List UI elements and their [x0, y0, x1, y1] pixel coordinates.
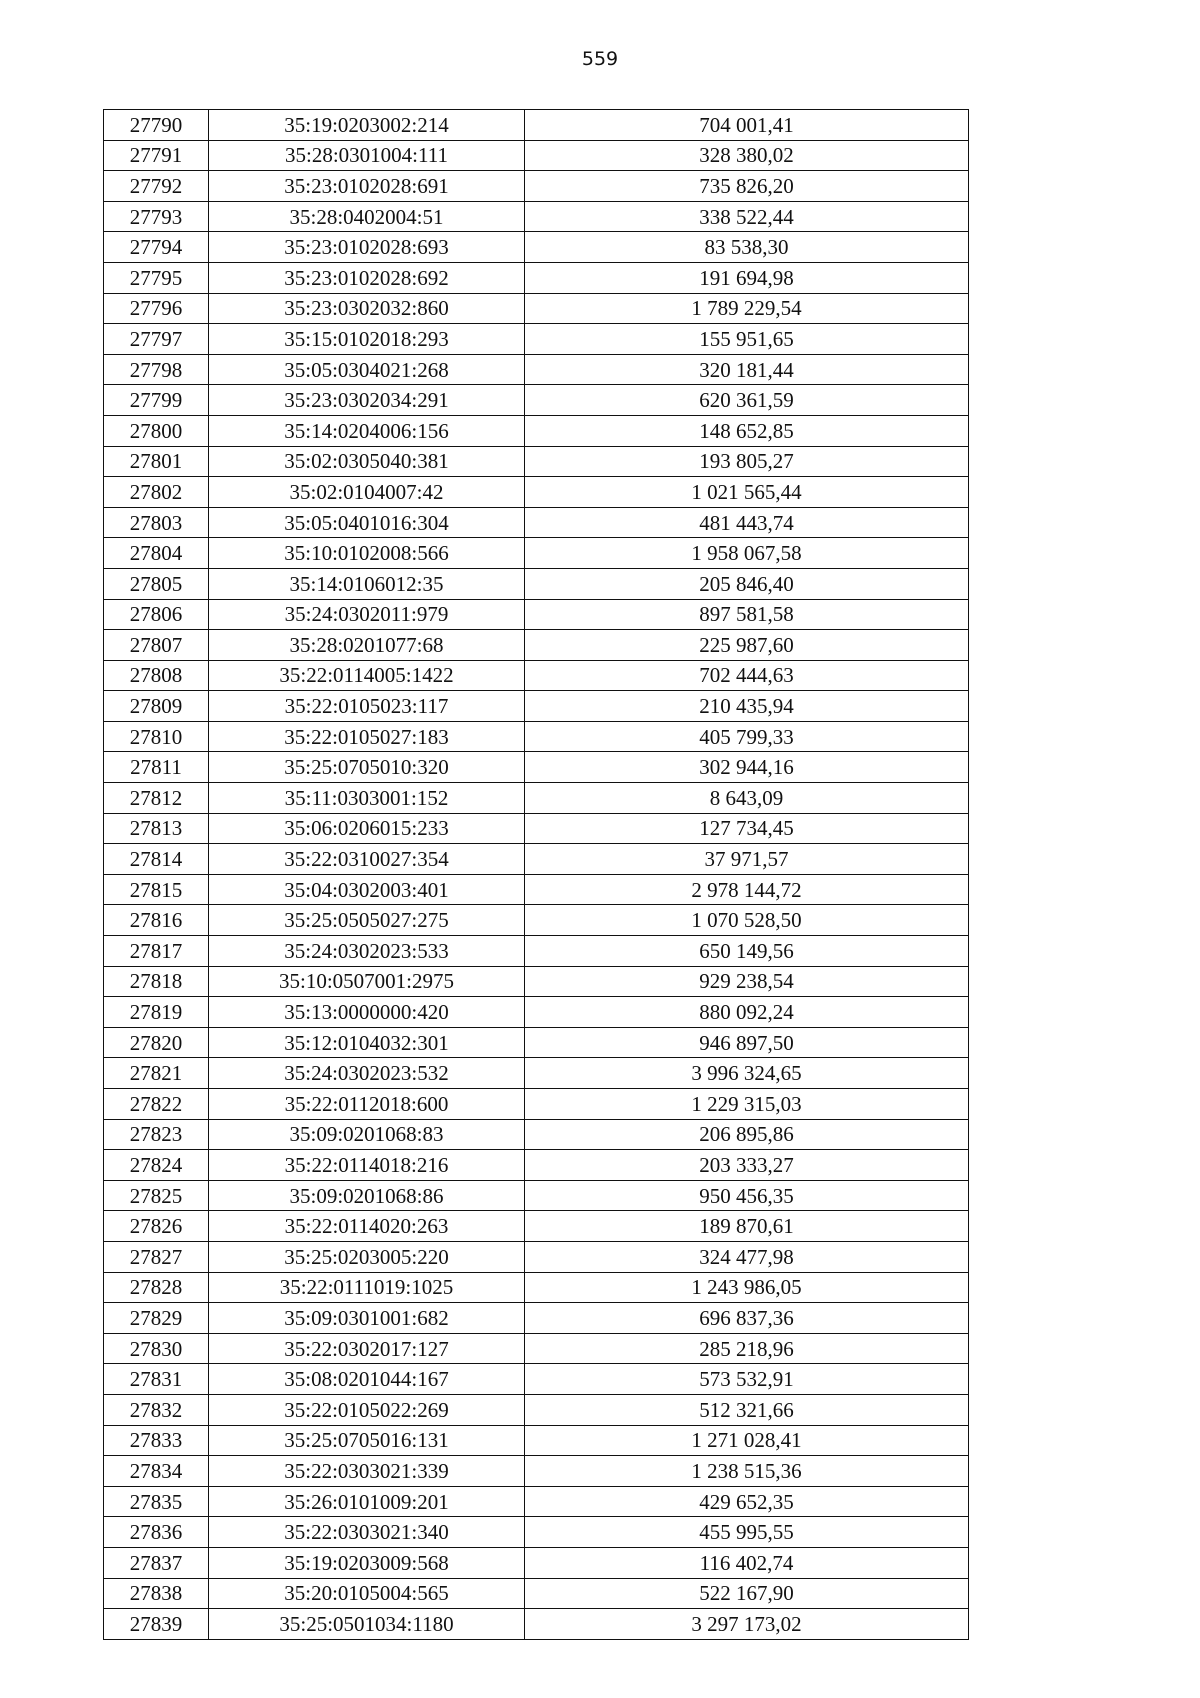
cadastral-value-cell: 324 477,98: [525, 1241, 969, 1272]
cadastral-number-cell: 35:23:0102028:693: [209, 232, 525, 263]
row-number-cell: 27801: [104, 446, 209, 477]
cadastral-number-cell: 35:22:0114018:216: [209, 1150, 525, 1181]
table-row: [104, 1425, 969, 1456]
row-number-cell: 27837: [104, 1547, 209, 1578]
cadastral-number-cell: 35:25:0505027:275: [209, 905, 525, 936]
row-number-cell: 27797: [104, 324, 209, 355]
table-row: [104, 966, 969, 997]
table-row: [104, 110, 969, 141]
cadastral-value-cell: 512 321,66: [525, 1394, 969, 1425]
row-number-cell: 27826: [104, 1211, 209, 1242]
cadastral-value-cell: 946 897,50: [525, 1027, 969, 1058]
cadastral-number-cell: 35:15:0102018:293: [209, 324, 525, 355]
cadastral-number-cell: 35:24:0302023:532: [209, 1058, 525, 1089]
table-row: [104, 1517, 969, 1548]
table-row: [104, 813, 969, 844]
table-row: [104, 1027, 969, 1058]
table-row: [104, 1150, 969, 1181]
table-row: [104, 201, 969, 232]
cadastral-value-cell: 455 995,55: [525, 1517, 969, 1548]
row-number-cell: 27830: [104, 1333, 209, 1364]
cadastral-value-cell: 320 181,44: [525, 354, 969, 385]
row-number-cell: 27838: [104, 1578, 209, 1609]
cadastral-number-cell: 35:22:0111019:1025: [209, 1272, 525, 1303]
row-number-cell: 27822: [104, 1089, 209, 1120]
cadastral-value-cell: 2 978 144,72: [525, 874, 969, 905]
row-number-cell: 27798: [104, 354, 209, 385]
row-number-cell: 27833: [104, 1425, 209, 1456]
cadastral-number-cell: 35:22:0303021:339: [209, 1456, 525, 1487]
table-row: [104, 262, 969, 293]
row-number-cell: 27794: [104, 232, 209, 263]
cadastral-value-cell: 189 870,61: [525, 1211, 969, 1242]
cadastral-value-cell: 696 837,36: [525, 1303, 969, 1334]
table-row: [104, 507, 969, 538]
cadastral-value-cell: 3 996 324,65: [525, 1058, 969, 1089]
row-number-cell: 27811: [104, 752, 209, 783]
cadastral-number-cell: 35:25:0203005:220: [209, 1241, 525, 1272]
cadastral-value-cell: 405 799,33: [525, 721, 969, 752]
cadastral-value-cell: 8 643,09: [525, 783, 969, 814]
row-number-cell: 27834: [104, 1456, 209, 1487]
row-number-cell: 27821: [104, 1058, 209, 1089]
cadastral-number-cell: 35:09:0201068:83: [209, 1119, 525, 1150]
row-number-cell: 27803: [104, 507, 209, 538]
cadastral-number-cell: 35:20:0105004:565: [209, 1578, 525, 1609]
cadastral-number-cell: 35:22:0114005:1422: [209, 660, 525, 691]
cadastral-number-cell: 35:25:0705010:320: [209, 752, 525, 783]
cadastral-number-cell: 35:10:0507001:2975: [209, 966, 525, 997]
row-number-cell: 27810: [104, 721, 209, 752]
table-row: [104, 936, 969, 967]
table-row: [104, 1180, 969, 1211]
cadastral-value-cell: 897 581,58: [525, 599, 969, 630]
row-number-cell: 27839: [104, 1609, 209, 1640]
row-number-cell: 27805: [104, 568, 209, 599]
cadastral-value-cell: 950 456,35: [525, 1180, 969, 1211]
table-row: [104, 905, 969, 936]
table-row: [104, 1394, 969, 1425]
table-row: [104, 1364, 969, 1395]
cadastral-number-cell: 35:28:0402004:51: [209, 201, 525, 232]
table-row: [104, 874, 969, 905]
cadastral-number-cell: 35:22:0310027:354: [209, 844, 525, 875]
cadastral-value-cell: 338 522,44: [525, 201, 969, 232]
cadastral-number-cell: 35:24:0302011:979: [209, 599, 525, 630]
cadastral-number-cell: 35:23:0102028:691: [209, 171, 525, 202]
table-row: [104, 1119, 969, 1150]
cadastral-value-cell: 127 734,45: [525, 813, 969, 844]
cadastral-value-cell: 1 238 515,36: [525, 1456, 969, 1487]
table-row: [104, 538, 969, 569]
cadastral-value-cell: 328 380,02: [525, 140, 969, 171]
cadastral-value-cell: 285 218,96: [525, 1333, 969, 1364]
row-number-cell: 27831: [104, 1364, 209, 1395]
table-row: [104, 997, 969, 1028]
row-number-cell: 27812: [104, 783, 209, 814]
table-row: [104, 721, 969, 752]
table-row: [104, 293, 969, 324]
row-number-cell: 27796: [104, 293, 209, 324]
cadastral-number-cell: 35:22:0105027:183: [209, 721, 525, 752]
cadastral-number-cell: 35:08:0201044:167: [209, 1364, 525, 1395]
table-row: [104, 660, 969, 691]
cadastral-value-cell: 481 443,74: [525, 507, 969, 538]
cadastral-number-cell: 35:13:0000000:420: [209, 997, 525, 1028]
cadastral-number-cell: 35:23:0102028:692: [209, 262, 525, 293]
cadastral-number-cell: 35:22:0302017:127: [209, 1333, 525, 1364]
row-number-cell: 27790: [104, 110, 209, 141]
cadastral-number-cell: 35:22:0112018:600: [209, 1089, 525, 1120]
cadastral-value-cell: 116 402,74: [525, 1547, 969, 1578]
table-row: [104, 1547, 969, 1578]
table-row: [104, 1333, 969, 1364]
table-row: [104, 477, 969, 508]
table-row: [104, 1456, 969, 1487]
row-number-cell: 27823: [104, 1119, 209, 1150]
table-row: [104, 1578, 969, 1609]
cadastral-number-cell: 35:26:0101009:201: [209, 1486, 525, 1517]
cadastral-value-cell: 929 238,54: [525, 966, 969, 997]
table-row: [104, 691, 969, 722]
cadastral-number-cell: 35:19:0203009:568: [209, 1547, 525, 1578]
cadastral-number-cell: 35:28:0301004:111: [209, 140, 525, 171]
table-row: [104, 1058, 969, 1089]
cadastral-value-cell: 193 805,27: [525, 446, 969, 477]
table-row: [104, 752, 969, 783]
row-number-cell: 27816: [104, 905, 209, 936]
table-row: [104, 599, 969, 630]
cadastral-number-cell: 35:11:0303001:152: [209, 783, 525, 814]
row-number-cell: 27804: [104, 538, 209, 569]
row-number-cell: 27807: [104, 630, 209, 661]
cadastral-number-cell: 35:23:0302034:291: [209, 385, 525, 416]
table-row: [104, 568, 969, 599]
cadastral-value-cell: 191 694,98: [525, 262, 969, 293]
table-row: [104, 1486, 969, 1517]
cadastral-value-cell: 522 167,90: [525, 1578, 969, 1609]
row-number-cell: 27828: [104, 1272, 209, 1303]
table-row: [104, 171, 969, 202]
cadastral-value-cell: 155 951,65: [525, 324, 969, 355]
cadastral-value-cell: 702 444,63: [525, 660, 969, 691]
cadastral-number-cell: 35:02:0305040:381: [209, 446, 525, 477]
cadastral-value-table: [103, 109, 969, 1640]
cadastral-number-cell: 35:25:0705016:131: [209, 1425, 525, 1456]
row-number-cell: 27818: [104, 966, 209, 997]
cadastral-value-cell: 210 435,94: [525, 691, 969, 722]
table-row: [104, 1241, 969, 1272]
row-number-cell: 27832: [104, 1394, 209, 1425]
row-number-cell: 27827: [104, 1241, 209, 1272]
row-number-cell: 27819: [104, 997, 209, 1028]
table-row: [104, 140, 969, 171]
cadastral-value-cell: 704 001,41: [525, 110, 969, 141]
row-number-cell: 27835: [104, 1486, 209, 1517]
table-row: [104, 783, 969, 814]
cadastral-number-cell: 35:09:0201068:86: [209, 1180, 525, 1211]
table-row: [104, 630, 969, 661]
table-body: [104, 110, 969, 1640]
row-number-cell: 27792: [104, 171, 209, 202]
cadastral-number-cell: 35:23:0302032:860: [209, 293, 525, 324]
cadastral-value-cell: 1 271 028,41: [525, 1425, 969, 1456]
cadastral-value-cell: 225 987,60: [525, 630, 969, 661]
row-number-cell: 27795: [104, 262, 209, 293]
cadastral-value-cell: 203 333,27: [525, 1150, 969, 1181]
cadastral-number-cell: 35:05:0401016:304: [209, 507, 525, 538]
table-row: [104, 1272, 969, 1303]
row-number-cell: 27817: [104, 936, 209, 967]
row-number-cell: 27809: [104, 691, 209, 722]
cadastral-number-cell: 35:14:0204006:156: [209, 415, 525, 446]
row-number-cell: 27824: [104, 1150, 209, 1181]
cadastral-number-cell: 35:24:0302023:533: [209, 936, 525, 967]
table-row: [104, 1609, 969, 1640]
cadastral-number-cell: 35:09:0301001:682: [209, 1303, 525, 1334]
table-row: [104, 1089, 969, 1120]
table-row: [104, 446, 969, 477]
table-row: [104, 385, 969, 416]
row-number-cell: 27815: [104, 874, 209, 905]
row-number-cell: 27836: [104, 1517, 209, 1548]
cadastral-number-cell: 35:02:0104007:42: [209, 477, 525, 508]
table-row: [104, 354, 969, 385]
table-row: [104, 232, 969, 263]
cadastral-value-cell: 3 297 173,02: [525, 1609, 969, 1640]
row-number-cell: 27802: [104, 477, 209, 508]
cadastral-value-cell: 302 944,16: [525, 752, 969, 783]
cadastral-number-cell: 35:12:0104032:301: [209, 1027, 525, 1058]
cadastral-number-cell: 35:22:0303021:340: [209, 1517, 525, 1548]
row-number-cell: 27793: [104, 201, 209, 232]
cadastral-number-cell: 35:19:0203002:214: [209, 110, 525, 141]
row-number-cell: 27799: [104, 385, 209, 416]
cadastral-value-cell: 735 826,20: [525, 171, 969, 202]
table-row: [104, 1303, 969, 1334]
row-number-cell: 27791: [104, 140, 209, 171]
cadastral-value-cell: 1 958 067,58: [525, 538, 969, 569]
table-row: [104, 324, 969, 355]
cadastral-number-cell: 35:10:0102008:566: [209, 538, 525, 569]
cadastral-value-cell: 83 538,30: [525, 232, 969, 263]
cadastral-value-cell: 205 846,40: [525, 568, 969, 599]
page-number: 559: [581, 48, 619, 70]
cadastral-value-cell: 1 021 565,44: [525, 477, 969, 508]
cadastral-number-cell: 35:22:0105022:269: [209, 1394, 525, 1425]
table-row: [104, 844, 969, 875]
cadastral-value-cell: 1 070 528,50: [525, 905, 969, 936]
cadastral-number-cell: 35:04:0302003:401: [209, 874, 525, 905]
cadastral-value-cell: 573 532,91: [525, 1364, 969, 1395]
cadastral-value-cell: 1 229 315,03: [525, 1089, 969, 1120]
cadastral-number-cell: 35:05:0304021:268: [209, 354, 525, 385]
row-number-cell: 27814: [104, 844, 209, 875]
cadastral-value-cell: 37 971,57: [525, 844, 969, 875]
cadastral-number-cell: 35:22:0105023:117: [209, 691, 525, 722]
row-number-cell: 27829: [104, 1303, 209, 1334]
row-number-cell: 27800: [104, 415, 209, 446]
cadastral-value-cell: 429 652,35: [525, 1486, 969, 1517]
cadastral-number-cell: 35:25:0501034:1180: [209, 1609, 525, 1640]
cadastral-number-cell: 35:28:0201077:68: [209, 630, 525, 661]
cadastral-value-cell: 206 895,86: [525, 1119, 969, 1150]
cadastral-value-cell: 1 789 229,54: [525, 293, 969, 324]
row-number-cell: 27808: [104, 660, 209, 691]
cadastral-value-cell: 1 243 986,05: [525, 1272, 969, 1303]
table-row: [104, 1211, 969, 1242]
cadastral-number-cell: 35:22:0114020:263: [209, 1211, 525, 1242]
cadastral-value-cell: 880 092,24: [525, 997, 969, 1028]
row-number-cell: 27820: [104, 1027, 209, 1058]
cadastral-value-cell: 620 361,59: [525, 385, 969, 416]
cadastral-number-cell: 35:06:0206015:233: [209, 813, 525, 844]
row-number-cell: 27813: [104, 813, 209, 844]
row-number-cell: 27825: [104, 1180, 209, 1211]
row-number-cell: 27806: [104, 599, 209, 630]
table-row: [104, 415, 969, 446]
cadastral-value-cell: 148 652,85: [525, 415, 969, 446]
cadastral-value-cell: 650 149,56: [525, 936, 969, 967]
cadastral-number-cell: 35:14:0106012:35: [209, 568, 525, 599]
